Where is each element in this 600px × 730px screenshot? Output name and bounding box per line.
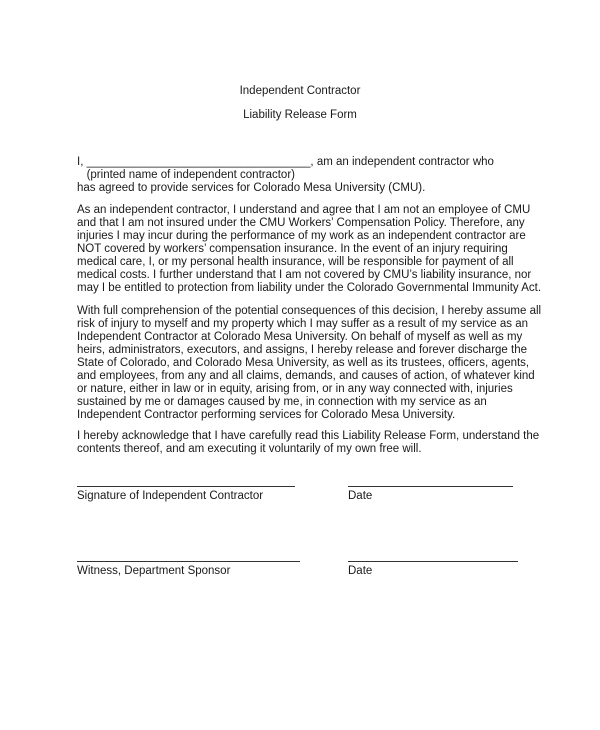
paragraph2-line: heirs, administrators, executors, and assigns, I hereby release and forever discharge the xyxy=(77,344,528,356)
witness-signature-line[interactable] xyxy=(77,561,300,562)
paragraph1-line: medical costs. I further understand that I am not covered by CMU’s liability insurance, nor xyxy=(77,269,532,281)
intro-name-line: I, ___________________________________, am an independent contractor who xyxy=(77,156,494,168)
paragraph1-line: and that I am not insured under the CMU Workers’ Compensation Policy. Therefore, any xyxy=(77,217,525,229)
paragraph1-line: may I be entitled to protection from liability under the Colorado Governmental Immunity Act. xyxy=(77,282,542,294)
intro-services-line: has agreed to provide services for Colorado Mesa University (CMU). xyxy=(77,182,426,194)
paragraph1-line: injuries I may incur during the performance of my work as an independent contractor are xyxy=(77,230,526,242)
paragraph2-line: and employees, from any and all claims, demands, and causes of action, of whatever kind xyxy=(77,370,535,382)
contractor-signature-label: Signature of Independent Contractor xyxy=(77,490,264,502)
paragraph2-line: or nature, either in law or in equity, arising from, or in any way connected with, injuries xyxy=(77,383,513,395)
intro-name-caption: (printed name of independent contractor) xyxy=(77,169,295,181)
paragraph2-line: sustained by me or damages caused by me, in connection with my service as an xyxy=(77,396,487,408)
paragraph1-line: As an independent contractor, I understand and agree that I am not an employee of CMU xyxy=(77,204,531,216)
paragraph3-line: contents thereof, and am executing it voluntarily of my own free will. xyxy=(77,443,422,455)
form-subtitle: Liability Release Form xyxy=(243,109,357,121)
paragraph1-line: medical care, I, or my personal health insurance, will be responsible for payment of all xyxy=(77,256,514,268)
witness-signature-label: Witness, Department Sponsor xyxy=(77,565,231,577)
date-line-2[interactable] xyxy=(348,561,518,562)
form-title: Independent Contractor xyxy=(239,85,361,97)
paragraph1-line: NOT covered by workers’ compensation insurance. In the event of an injury requiring xyxy=(77,243,508,255)
date-label-2: Date xyxy=(348,565,373,577)
paragraph2-line: With full comprehension of the potential consequences of this decision, I hereby assume all xyxy=(77,305,542,317)
paragraph2-line: Independent Contractor performing services for Colorado Mesa University. xyxy=(77,409,456,421)
date-line-1[interactable] xyxy=(348,486,513,487)
contractor-signature-line[interactable] xyxy=(77,486,295,487)
paragraph2-line: Independent Contractor at Colorado Mesa University. On behalf of myself as well as my xyxy=(77,331,523,343)
date-label-1: Date xyxy=(348,490,373,502)
paragraph2-line: risk of injury to myself and my property which I may suffer as a result of my service as an xyxy=(77,318,529,330)
paragraph3-line: I hereby acknowledge that I have carefully read this Liability Release Form, understand the xyxy=(77,430,540,442)
paragraph2-line: State of Colorado, and Colorado Mesa University, as well as its trustees, officers, agents, xyxy=(77,357,530,369)
